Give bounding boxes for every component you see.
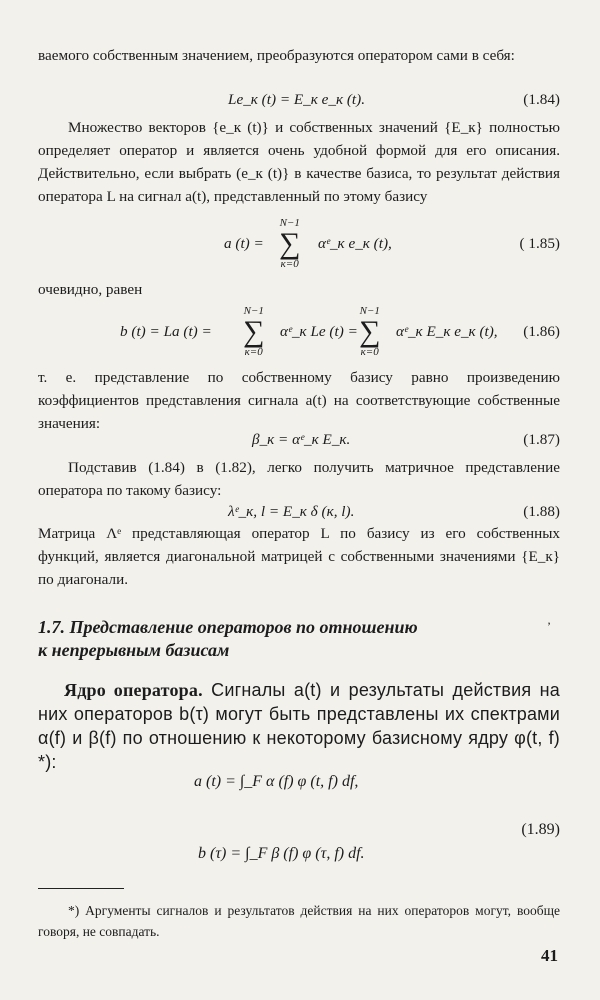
equation-1-84-formula: Le_к (t) = E_к e_к (t). (228, 91, 365, 108)
equation-1-89b-formula: b (τ) = ∫_F β (f) φ (τ, f) df. (198, 845, 365, 862)
footnote-text: *) Аргументы сигналов и результатов действия на них операторов могут, вообще говоря, не совпадать. (38, 903, 560, 939)
paragraph-2-text: Множество векторов {e_к (t)} и собственных значений {E_к} полностью определяет оператор и является очень удобной формой для его описания. Действительно, если выбрать (e_к (t)} в качестве базиса, то результат действия оператора L на сигнал a(t), представленный по этому базису (38, 119, 560, 205)
equation-1-86-sum-2 (359, 306, 380, 358)
equation-1-84 (38, 88, 560, 118)
paragraph-3 (38, 278, 560, 301)
equation-1-87-number: (1.87) (523, 431, 560, 448)
equation-1-89a-formula: a (t) = ∫_F α (f) φ (t, f) df, (194, 773, 359, 790)
equation-1-89a (38, 770, 560, 810)
section-heading (38, 616, 560, 662)
paragraph-6-text: Матрица Λᵉ представляющая оператор L по базису из его собственных функций, является диагональной матрицей с собственными значениями {E_к} по диагонали. (38, 525, 560, 588)
equation-1-88-formula: λᵉ_к, l = E_к δ (к, l). (228, 503, 355, 520)
page-number: 41 (541, 946, 558, 965)
paragraph-3-text: очевидно, равен (38, 281, 143, 298)
equation-1-85-number: ( 1.85) (519, 235, 560, 252)
equation-1-86-mid: αᵉ_к Le (t) = (280, 323, 358, 340)
equation-1-86 (38, 305, 560, 364)
equation-1-86-sum-1-lower: к=0 (244, 346, 263, 358)
equation-1-86-sum-2-upper: N−1 (359, 305, 380, 317)
paragraph-5-text: Подставив (1.84) в (1.82), легко получить матричное представление оператора по такому базису: (38, 459, 560, 499)
equation-1-84-number: (1.84) (523, 91, 560, 108)
section-heading-line-1: 1.7. Представление операторов по отношению (38, 617, 418, 637)
section-heading-line-2: к непрерывным базисам (38, 640, 230, 660)
equation-1-86-number: (1.86) (523, 323, 560, 340)
footnote-divider (38, 888, 124, 889)
equation-1-89b (38, 842, 560, 882)
equation-1-89-number: (1.89) (521, 821, 560, 838)
paragraph-4-text: т. е. представление по собственному базису равно произведению коэффициентов представления сигнала a(t) на соответствующие собственные значения: (38, 369, 560, 432)
paragraph-2 (38, 116, 560, 208)
equation-1-85-lhs: a (t) = (224, 235, 264, 252)
margin-mark: ’ (547, 619, 551, 633)
equation-1-85 (38, 217, 560, 276)
equation-1-87 (38, 428, 560, 458)
equation-1-85-sum-upper: N−1 (279, 217, 300, 229)
equation-1-86-rhs: αᵉ_к E_к e_к (t), (396, 323, 498, 340)
equation-1-88-number: (1.88) (523, 503, 560, 520)
equation-1-85-rhs: αᵉ_к e_к (t), (318, 235, 392, 252)
equation-1-86-sum-2-lower: к=0 (360, 346, 379, 358)
sigma-icon: ∑ (359, 315, 381, 348)
section-intro-text: Сигналы a(t) и результаты действия на них операторов b(τ) могут быть представлены их спектрами α(f) и β(f) по отношению к некоторому базисному ядру φ(t, f) *): (38, 680, 560, 772)
paragraph-6 (38, 522, 560, 591)
sigma-icon: ∑ (243, 315, 265, 348)
paragraph-5 (38, 456, 560, 502)
equation-1-85-sum-lower: к=0 (280, 258, 299, 270)
paragraph-1 (38, 44, 560, 67)
equation-1-86-lhs: b (t) = La (t) = (120, 323, 212, 340)
equation-1-86-sum-1 (243, 306, 264, 358)
paragraph-4 (38, 366, 560, 435)
sigma-icon: ∑ (279, 227, 301, 260)
footnote (38, 900, 560, 942)
section-subheading: Ядро оператора. (64, 680, 203, 700)
equation-1-86-sum-1-upper: N−1 (243, 305, 264, 317)
equation-1-87-formula: β_к = αᵉ_к E_к. (252, 431, 351, 448)
section-intro (38, 678, 560, 774)
paragraph-1-text: ваемого собственным значением, преобразуются оператором сами в себя: (38, 47, 515, 64)
equation-1-85-sum (279, 218, 300, 270)
